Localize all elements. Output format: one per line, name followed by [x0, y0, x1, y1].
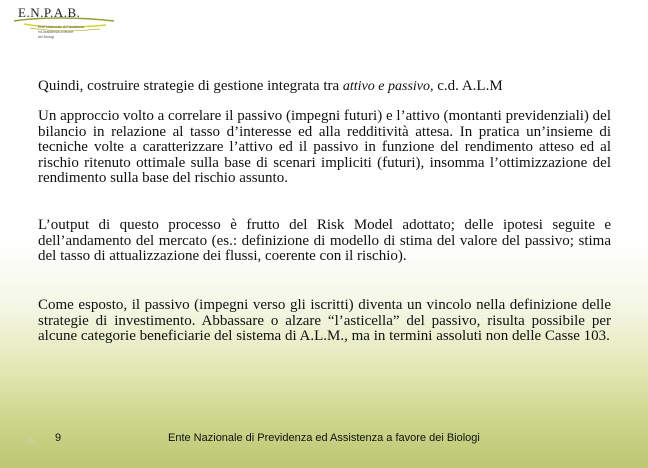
paragraph-risk-model: L’output di questo processo è frutto del Risk Model adottato; delle ipotesi seguite e dell’andamento del mercato (es.: definizione di modello di stima del valore del passivo; stima del tasso di attualizzazione dei flussi, coerente con il rischio). — [38, 217, 611, 264]
logo-subtitle-line1: Ente Nazionale di Previdenza — [38, 25, 84, 29]
slide-corner-icon — [24, 432, 38, 446]
heading-text-start: Quindi, costruire strategie di gestione integrata tra — [38, 78, 343, 94]
paragraph-alm-approach: Un approccio volto a correlare il passivo (impegni futuri) e l’attivo (montanti previdenziali) del bilancio in relazione al tasso d’interesse ed alla redditività attesa. In pratica un’insieme di tecniche volte a caratterizzare l’attivo ed il passivo in funzione del rendimento atteso ed al rischio ritenuto ottimale sulla base di scenari impliciti (futuri), insomma l’ottimizzazione del rendimento sulla base del rischio assunto. — [38, 108, 611, 186]
heading-italic-text: attivo e passivo, — [342, 79, 434, 94]
paragraph-liability-constraint: Come esposto, il passivo (impegni verso gli iscritti) diventa un vincolo nella definizione delle strategie di investimento. Abbassare o alzare “l’asticella” del passivo, risulta possibile per alcune categorie beneficiarie del sistema di A.L.M., ma in termini assoluti non delle Casse 103. — [38, 297, 611, 344]
slide-heading — [38, 78, 628, 95]
page-number: 9 — [55, 432, 62, 444]
footer-text: Ente Nazionale di Previdenza ed Assistenza a favore dei Biologi — [168, 432, 480, 444]
logo-subtitle-line3: dei Biologi — [38, 35, 55, 39]
enpab-logo — [10, 5, 120, 45]
logo-title: E.N.P.A.B. — [18, 5, 81, 20]
heading-text-end: c.d. A.L.M — [433, 78, 503, 94]
logo-subtitle-line2: ed Assistenza a favore — [38, 30, 74, 34]
